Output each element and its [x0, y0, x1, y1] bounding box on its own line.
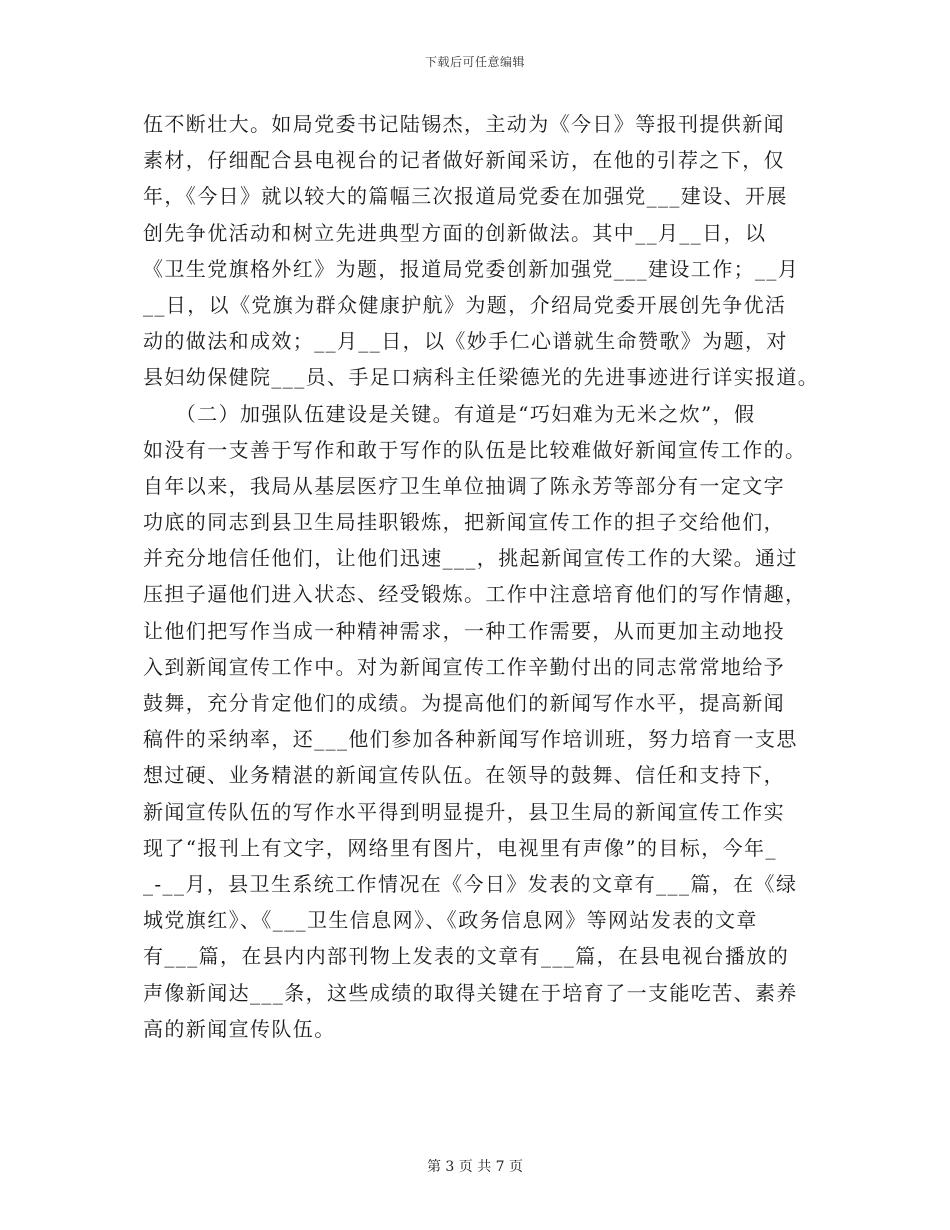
- text-line: 功底的同志到县卫生局挂职锻炼，把新闻宣传工作的担子交给他们，: [143, 510, 785, 535]
- text-line: 高的新闻宣传队伍。: [143, 1016, 336, 1041]
- text-line: 有___篇，在县内内部刊物上发表的文章有___篇，在县电视台播放的: [143, 944, 790, 969]
- text-line: __日，以《党旗为群众健康护航》为题，介绍局党委开展创先争优活: [143, 292, 787, 317]
- text-line: （二）加强队伍建设是关键。有道是“巧妇难为无米之炊”，假: [143, 401, 756, 426]
- text-line: 如没有一支善于写作和敢于写作的队伍是比较难做好新闻宣传工作的。: [143, 437, 807, 462]
- text-line: 素材，仔细配合县电视台的记者做好新闻采访，在他的引荐之下，仅: [143, 148, 785, 173]
- text-line: 声像新闻达___条，这些成绩的取得关键在于培育了一支能吃苦、素养: [143, 980, 798, 1005]
- text-line: 伍不断壮大。如局党委书记陆锡杰，主动为《今日》等报刊提供新闻: [143, 112, 785, 136]
- text-line: 鼓舞，充分肯定他们的成绩。为提高他们的新闻写作水平，提高新闻: [143, 691, 785, 715]
- text-line: _-__月，县卫生系统工作情况在《今日》发表的文章有___篇，在《绿: [143, 871, 798, 896]
- text-line: 并充分地信任他们，让他们迅速___，挑起新闻宣传工作的大梁。通过: [143, 546, 798, 571]
- text-line: 稿件的采纳率，还___他们参加各种新闻写作培训班，努力培育一支思: [143, 727, 798, 752]
- text-line: 压担子逼他们进入状态、经受锻炼。工作中注意培育他们的写作情趣，: [143, 582, 807, 607]
- text-line: 城党旗红》、《___卫生信息网》、《政务信息网》等网站发表的文章: [143, 908, 758, 933]
- text-line: 入到新闻宣传工作中。对为新闻宣传工作辛勤付出的同志常常地给予: [143, 654, 785, 679]
- page-number: 第 3 页 共 7 页: [426, 1159, 524, 1175]
- text-line: 县妇幼保健院___员、手足口病科主任梁德光的先进事迹进行详实报道。: [143, 365, 820, 390]
- text-line: 现了“报刊上有文字，网络里有图片，电视里有声像”的目标，今年_: [143, 835, 777, 860]
- text-line: 动的做法和成效；__月__日，以《妙手仁心谱就生命赞歌》为题，对: [143, 329, 788, 354]
- text-line: 新闻宣传队伍的写作水平得到明显提升，县卫生局的新闻宣传工作实: [143, 799, 785, 824]
- document-body: [143, 106, 820, 1047]
- page-header: 下载后可任意编辑: [424, 55, 525, 69]
- text-line: 自年以来，我局从基层医疗卫生单位抽调了陈永芳等部分有一定文字: [143, 473, 785, 498]
- text-line: 想过硬、业务精湛的新闻宣传队伍。在领导的鼓舞、信任和支持下，: [143, 763, 785, 788]
- text-line: 年，《今日》就以较大的篇幅三次报道局党委在加强党___建设、开展: [143, 184, 788, 209]
- text-line: 让他们把写作当成一种精神需求，一种工作需要，从而更加主动地投: [143, 618, 785, 643]
- text-line: 《卫生党旗格外红》为题，报道局党委创新加强党___建设工作；__月: [143, 256, 800, 281]
- text-line: 创先争优活动和树立先进典型方面的创新做法。其中__月__日，以: [143, 220, 767, 245]
